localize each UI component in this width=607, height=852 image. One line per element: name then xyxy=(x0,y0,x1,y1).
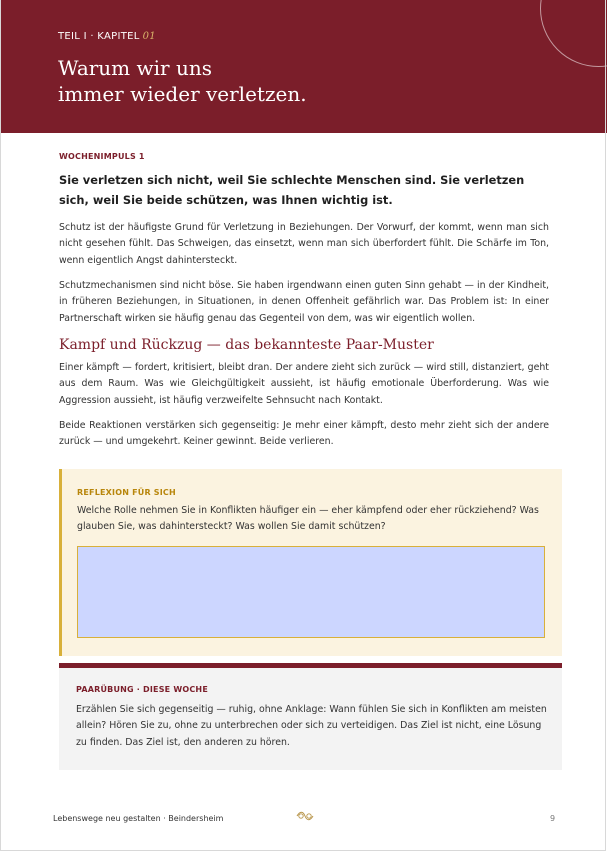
exercise-label: PAARÜBUNG · DIESE WOCHE xyxy=(76,685,208,694)
lead-statement: Sie verletzen sich nicht, weil Sie schlechte Menschen sind. Sie verletzen sich, weil Sie beide schützen, was Ihnen wichtig ist. xyxy=(59,173,525,207)
paragraph-2: Schutzmechanismen sind nicht böse. Sie haben irgendwann einen guten Sinn gehabt — in der Kindheit, in früheren Beziehungen, in Situationen, in denen Offenheit gefährlich war. Das Problem ist: In einer Partnerschaft wirken sie häufig genau das Gegenteil von dem, was wir eigentlich wollen. xyxy=(59,280,549,324)
chapter-kicker xyxy=(58,31,156,42)
paragraph-4: Beide Reaktionen verstärken sich gegenseitig: Je mehr einer kämpft, desto mehr zieht sich der andere zurück — und umgekehrt. Keiner gewinnt. Beide verlieren. xyxy=(59,420,549,448)
title-line-1: Warum wir uns xyxy=(58,56,212,80)
subheading: Kampf und Rückzug — das bekannteste Paar-Muster xyxy=(59,337,434,353)
reflection-question: Welche Rolle nehmen Sie in Konflikten häufiger ein — eher kämpfend oder eher rückziehend? Was glauben Sie, was dahintersteckt? Was wollen Sie damit schützen? xyxy=(77,505,539,533)
footer-publication: Lebenswege neu gestalten · Beindersheim xyxy=(53,814,224,823)
page-number: 9 xyxy=(550,814,556,823)
reflection-label: REFLEXION FÜR SICH xyxy=(77,488,176,497)
paragraph-3: Einer kämpft — fordert, kritisiert, bleibt dran. Der andere zieht sich zurück — wird still, distanziert, geht aus dem Raum. Was wie Gleichgültigkeit aussieht, ist häufig emotionale Überforderung. Was wie Aggression aussieht, ist häufig verzweifelte Sehnsucht nach Kontakt. xyxy=(59,362,549,406)
chapter-header xyxy=(0,0,607,133)
chapter-title xyxy=(58,55,518,107)
kicker-text: TEIL I · KAPITEL xyxy=(58,31,140,42)
couple-exercise-box xyxy=(59,663,562,770)
section-label: WOCHENIMPULS 1 xyxy=(59,152,145,161)
reflection-box xyxy=(59,469,562,656)
paragraph-1: Schutz ist der häufigste Grund für Verletzung in Beziehungen. Der Vorwurf, der kommt, wenn man sich nicht gesehen fühlt. Das Schweigen, das einsetzt, wenn man sich überfordert fühlt. Die Schärfe im Ton, wenn eigentlich Angst dahintersteckt. xyxy=(59,222,549,266)
title-line-2: immer wieder verletzen. xyxy=(58,82,307,106)
chapter-number: 01 xyxy=(142,31,156,42)
reflection-answer-field[interactable] xyxy=(77,546,545,638)
decorative-circle xyxy=(540,0,607,67)
exercise-text: Erzählen Sie sich gegenseitig — ruhig, ohne Anklage: Wann fühlen Sie sich in Konflikten am meisten allein? Hören Sie zu, ohne zu unterbrechen oder sich zu verteidigen. Das Ziel ist nicht, eine Lösung zu finden. Das Ziel ist, den anderen zu hören. xyxy=(76,704,547,748)
ornament-icon xyxy=(296,811,314,824)
